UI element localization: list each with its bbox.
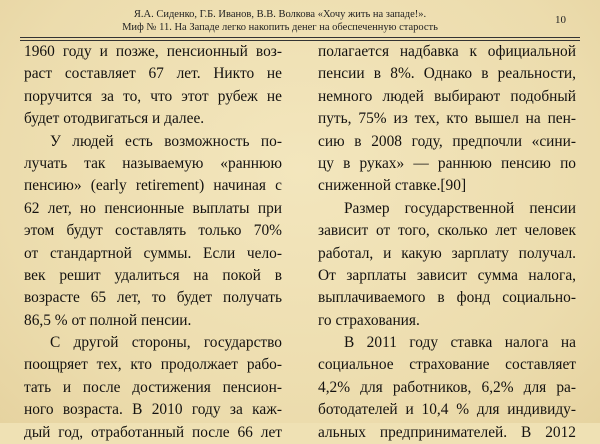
text-line: 62 лет, но пенсионные выплаты при <box>24 199 282 217</box>
text-line: поручится за то, что этот рубеж не <box>24 87 282 105</box>
text-line: дый год, отработанный после 66 лет <box>24 423 282 441</box>
text-line: от стандартной суммы. Если чело- <box>24 244 282 262</box>
text-line: В 2011 году ставка налога на <box>344 334 576 352</box>
header-authors-title: Я.А. Сиденко, Г.Б. Иванов, В.В. Волкова «Хочу жить на западе!». <box>133 9 427 20</box>
text-line: работал, и какую зарплату получал. <box>318 244 576 262</box>
text-line: полагается надбавка к официальной <box>318 43 576 60</box>
text-line: 86,5 % от полной пенсии. <box>24 311 192 329</box>
text-line: век решит удалиться на покой в <box>24 266 282 284</box>
text-line: С другой стороны, государство <box>50 334 282 352</box>
text-line: выплачиваемого в фонд социально- <box>318 289 576 307</box>
header-chapter-title: Миф № 11. На Западе легко накопить денег на обеспеченную старость <box>122 22 438 33</box>
text-line: У людей есть возможность по- <box>50 132 282 150</box>
text-line: Размер государственной пенсии <box>344 199 576 217</box>
text-line: тать и после достижения пенсион- <box>24 378 282 396</box>
text-line: ного возраста. В 2010 году за каж- <box>24 401 282 419</box>
header-rule-top <box>20 37 580 38</box>
text-line: пенсии в 8%. Однако в реальности, <box>318 65 576 83</box>
text-line: возрасте 65 лет, то будет получать <box>24 289 282 307</box>
text-line: лучать так называемую «раннюю <box>24 154 282 172</box>
running-header <box>20 8 580 36</box>
text-line: путь, 75% из тех, кто вышел на пен- <box>318 110 576 128</box>
text-line: цу в руках» — раннюю пенсию по <box>318 154 576 172</box>
text-line: 4,2% для работников, 6,2% для ра- <box>318 378 576 396</box>
text-line: От зарплаты зависит сумма налога, <box>318 266 576 284</box>
text-line: 1960 году и позже, пенсионный воз- <box>24 43 282 60</box>
text-line: сниженной ставке.[90] <box>318 177 467 195</box>
text-line: зависит от того, сколько лет человек <box>318 222 576 240</box>
text-line: немного людей выбирают подобный <box>318 87 576 105</box>
page-number: 10 <box>555 14 566 26</box>
text-line: раст составляет 67 лет. Никто не <box>24 65 282 83</box>
text-line: сию в 2008 году, предпочли «сини- <box>318 132 576 150</box>
text-line: этом будут составлять только 70% <box>24 222 282 240</box>
text-line: пенсию» (early retirement) начиная с <box>24 177 282 195</box>
left-text-column <box>24 41 282 444</box>
text-line: будет отодвигаться и далее. <box>24 110 205 128</box>
text-line: альных предпринимателей. В 2012 <box>318 423 576 441</box>
text-line: го страхования. <box>318 311 420 329</box>
running-header-text <box>20 8 540 34</box>
right-text-column <box>318 41 576 444</box>
text-line: поощряет тех, кто продолжает рабо- <box>24 356 282 374</box>
text-line: ботодателей и 10,4 % для индивиду- <box>318 401 576 419</box>
text-line: социальное страхование составляет <box>318 356 576 374</box>
